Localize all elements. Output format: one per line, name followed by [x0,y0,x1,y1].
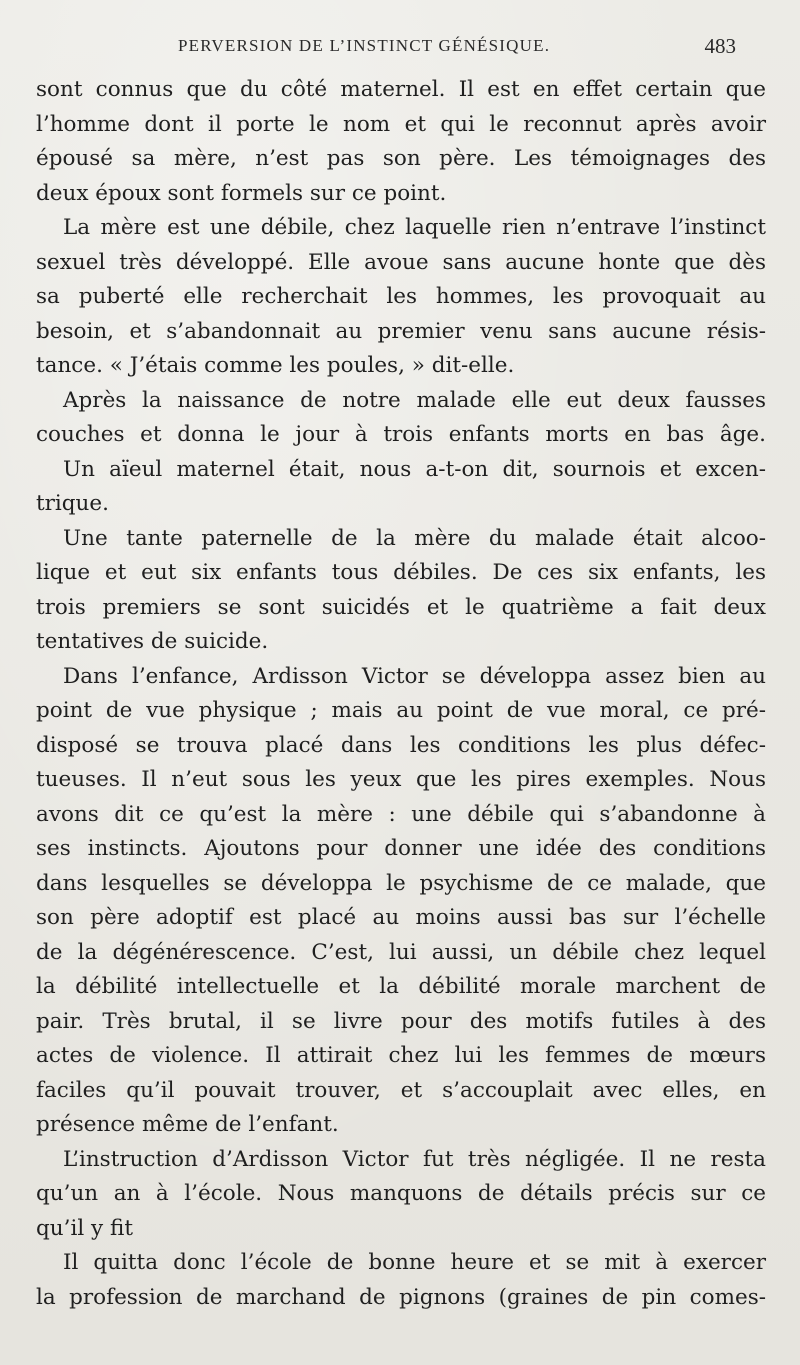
text-line: pair. Très brutal, il se livre pour des motifs futiles à des [36,1008,766,1034]
text-line: Un aïeul maternel était, nous a-t-on dit, sournois et excen- [63,456,766,482]
text-line: actes de violence. Il attirait chez lui les femmes de mœurs [36,1043,766,1068]
text-line: couches et donna le jour à trois enfants morts en bas âge. [36,422,766,447]
text-line: la débilité intellectuelle et la débilité morale marchent de [36,974,766,999]
text-line: Il quitta donc l’école de bonne heure et se mit à exercer [63,1250,766,1275]
text-line: sont connus que du côté maternel. Il est en effet certain que [36,77,766,102]
text-line: tance. « J’étais comme les poules, » dit-elle. [36,353,515,378]
text-line: de la dégénérescence. C’est, lui aussi, un débile chez lequel [36,939,766,965]
text-line: disposé se trouva placé dans les conditions les plus défec- [36,732,766,758]
page-number: 483 [704,34,736,58]
text-line: point de vue physique ; mais au point de vue moral, ce pré- [36,698,766,723]
text-line: Une tante paternelle de la mère du malade était alcoo- [63,525,766,551]
text-line: sexuel très développé. Elle avoue sans aucune honte que dès [36,249,766,275]
text-line: épousé sa mère, n’est pas son père. Les témoignages des [36,146,766,171]
text-line: qu’il y fit [36,1215,133,1241]
body-text [36,73,766,1315]
text-line: ses instincts. Ajoutons pour donner une idée des conditions [36,836,766,861]
text-line: son père adoptif est placé au moins aussi bas sur l’échelle [36,905,766,930]
text-line: qu’un an à l’école. Nous manquons de détails précis sur ce [36,1181,766,1206]
text-line: la profession de marchand de pignons (graines de pin comes- [36,1284,766,1310]
text-line: L’instruction d’Ardisson Victor fut très négligée. Il ne resta [63,1146,766,1172]
text-line: trique. [36,491,109,516]
text-line: Après la naissance de notre malade elle eut deux fausses [63,387,766,413]
text-line: La mère est une débile, chez laquelle rien n’entrave l’instinct [63,215,766,240]
text-line: lique et eut six enfants tous débiles. De ces six enfants, les [36,560,766,585]
running-title: PERVERSION DE L’INSTINCT GÉNÉSIQUE. [178,36,551,55]
text-line: l’homme dont il porte le nom et qui le reconnut après avoir [36,111,766,137]
text-line: présence même de l’enfant. [36,1112,339,1137]
text-line: tentatives de suicide. [36,629,269,654]
text-line: tueuses. Il n’eut sous les yeux que les pires exemples. Nous [36,767,766,792]
text-line: sa puberté elle recherchait les hommes, les provoquait au [36,284,766,309]
text-line: besoin, et s’abandonnait au premier venu sans aucune résis- [36,318,766,344]
text-line: deux époux sont formels sur ce point. [36,180,447,206]
text-line: dans lesquelles se développa le psychisme de ce malade, que [36,870,766,896]
text-line: faciles qu’il pouvait trouver, et s’accouplait avec elles, en [36,1077,766,1103]
text-line: avons dit ce qu’est la mère : une débile qui s’abandonne à [36,801,766,827]
page-header [0,34,800,62]
text-line: Dans l’enfance, Ardisson Victor se développa assez bien au [63,663,766,689]
text-line: trois premiers se sont suicidés et le quatrième a fait deux [36,594,766,620]
